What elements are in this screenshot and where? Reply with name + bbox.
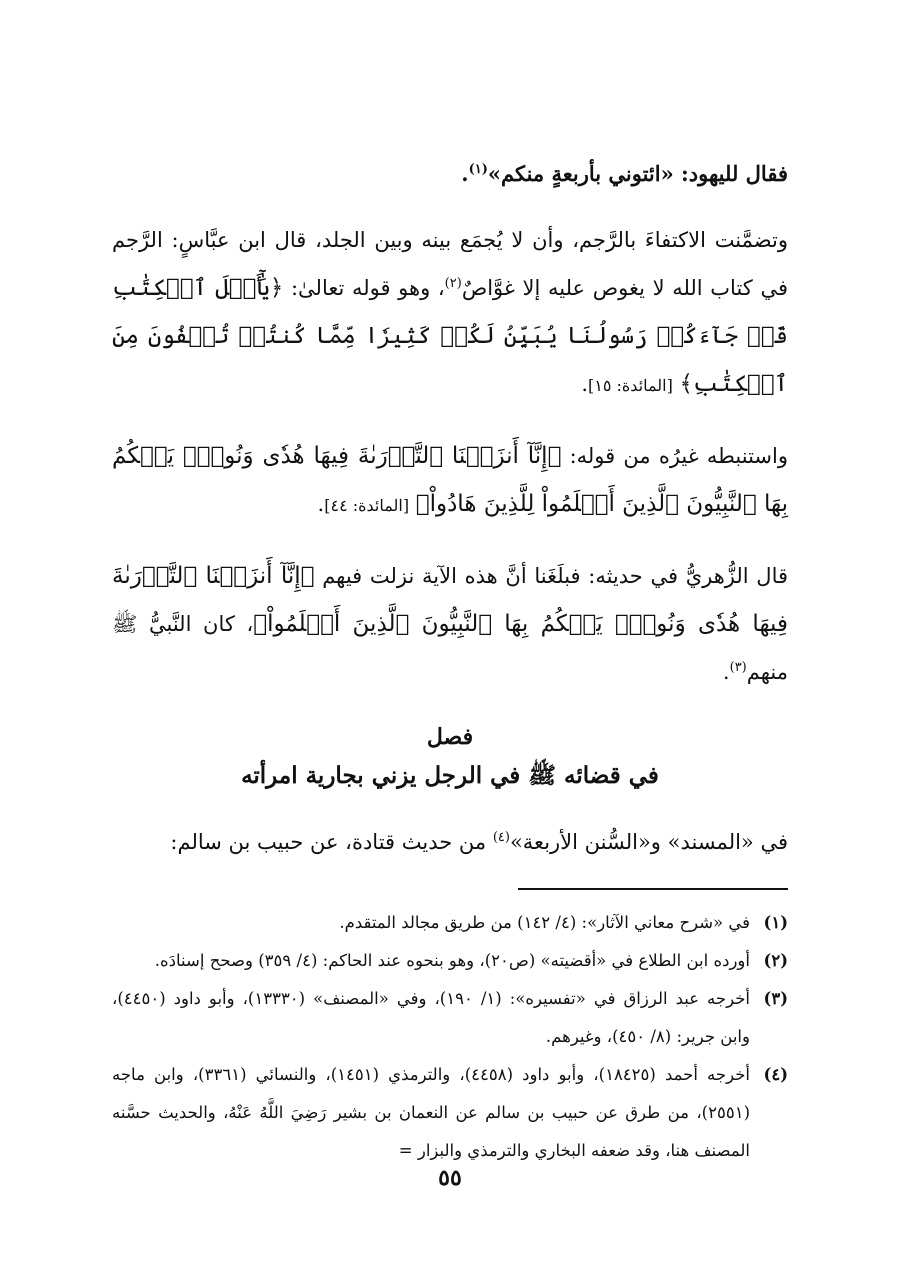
paragraph-2-text-b: ، وهو قوله تعالىٰ: [290,276,445,300]
footnote-number: (٤) [763,1065,788,1084]
page-content [112,150,788,1170]
paragraph-3 [112,432,788,530]
footnote-text: أخرجه أحمد (١٨٤٢٥)، وأبو داود (٤٤٥٨)، والترمذي (١٤٥١)، والنسائي (٣٣٦١)، وابن ماجه (٢٥٥١)، من طرق عن حبيب بن سالم عن النعمان بن بشير رَضِيَ اللَّهُ عَنْهُ، والحديث حسَّنه المصنف هنا، وقد ضعفه البخاري والترمذي والبزار = [112,1065,750,1160]
footnote-separator [518,888,788,890]
footnote-4 [112,1056,788,1170]
footnote-number: (٢) [763,951,788,970]
verse-reference-maidah-15: [المائدة: ١٥] [588,376,673,395]
footnote-number: (١) [763,913,788,932]
paragraph-3-tail: . [317,492,325,516]
page-number: ٥٥ [438,1165,462,1191]
footnotes [112,904,788,1170]
paragraph-5 [112,818,788,866]
paragraph-1-tail: . [461,161,469,186]
footnote-text: أخرجه عبد الرزاق في «تفسيره»: (١/ ١٩٠)، وفي «المصنف» (١٣٣٣٠)، وأبو داود (٤٤٥٠)، وابن جرير: (٨/ ٤٥٠)، وغيرهم. [112,989,750,1046]
footnote-number: (٣) [763,989,788,1008]
verse-reference-maidah-44: [المائدة: ٤٤] [324,496,410,515]
paragraph-2 [112,216,788,410]
paragraph-1 [112,150,788,198]
footnote-ref-4[interactable]: (٤) [492,830,510,845]
footnote-text: في «شرح معاني الآثار»: (٤/ ١٤٢) من طريق مجالد المتقدم. [339,913,750,932]
paragraph-2-text-a: وتضمَّنت الاكتفاءَ بالرَّجم، وأن لا يُجمَع بينه وبين الجلد، قال ابن عبَّاسٍ: الرَّجم في كتاب الله لا يغوص عليه إلا غوَّاصٌ [112,228,788,300]
paragraph-3-text: واستنبطه غيرُه من قوله: [569,444,788,468]
paragraph-5-text-a: في «المسند» و«السُّنن الأربعة» [509,830,788,854]
paragraph-4-text-b: ، كان النَّبيُّ ﷺ منهم [112,612,788,684]
footnote-1 [112,904,788,942]
quran-verse-maidah-44: ﴿إِنَّآ أَنزَلۡنَا ٱلتَّوۡرَىٰةَ فِيهَا هُدٗى وَنُورٞۚ يَحۡكُمُ بِهَا ٱلنَّبِيُّونَ ٱلَّذِينَ أَسۡلَمُواْ لِلَّذِينَ هَادُواْ﴾ [112,443,788,517]
paragraph-4 [112,552,788,696]
footnote-ref-1[interactable]: (١) [468,162,488,177]
paragraph-2-tail: . [581,372,588,396]
paragraph-4-text-a: قال الزُّهريُّ في حديثه: فبلَغَنا أنَّ هذه الآية نزلت فيهم [322,564,789,588]
footnote-text: أورده ابن الطلاع في «أقضيته» (ص٢٠)، وهو بنحوه عند الحاكم: (٤/ ٣٥٩) وصحح إسنادَه. [154,951,750,970]
footnote-ref-3[interactable]: (٣) [729,660,747,675]
section-title: فصل [426,724,474,750]
paragraph-5-text-b: من حديث قتادة، عن حبيب بن سالم: [170,830,493,854]
footnote-3 [112,980,788,1056]
paragraph-4-tail: . [722,660,730,684]
quran-verse-maidah-44-partial: ﴿إِنَّآ أَنزَلۡنَا ٱلتَّوۡرَىٰةَ فِيهَا هُدٗى وَنُورٞۚ يَحۡكُمُ بِهَا ٱلنَّبِيُّونَ ٱلَّذِينَ أَسۡلَمُواْ﴾ [112,563,788,637]
section-subtitle: في قضائه ﷺ في الرجل يزني بجارية امرأته [241,762,659,789]
quran-verse-maidah-15: ﴿يَٰٓأَهۡلَ ٱلۡكِتَٰبِ قَدۡ جَآءَكُمۡ رَسُولُنَا يُبَيِّنُ لَكُمۡ كَثِيرٗا مِّمَّا كُنتُمۡ تُخۡفُونَ مِنَ ٱلۡكِتَٰبِ﴾ [112,275,788,397]
paragraph-1-text: فقال لليهود: «ائتوني بأربعةٍ منكم» [487,161,788,186]
footnote-2 [112,942,788,980]
footnote-ref-2[interactable]: (٢) [444,276,462,291]
